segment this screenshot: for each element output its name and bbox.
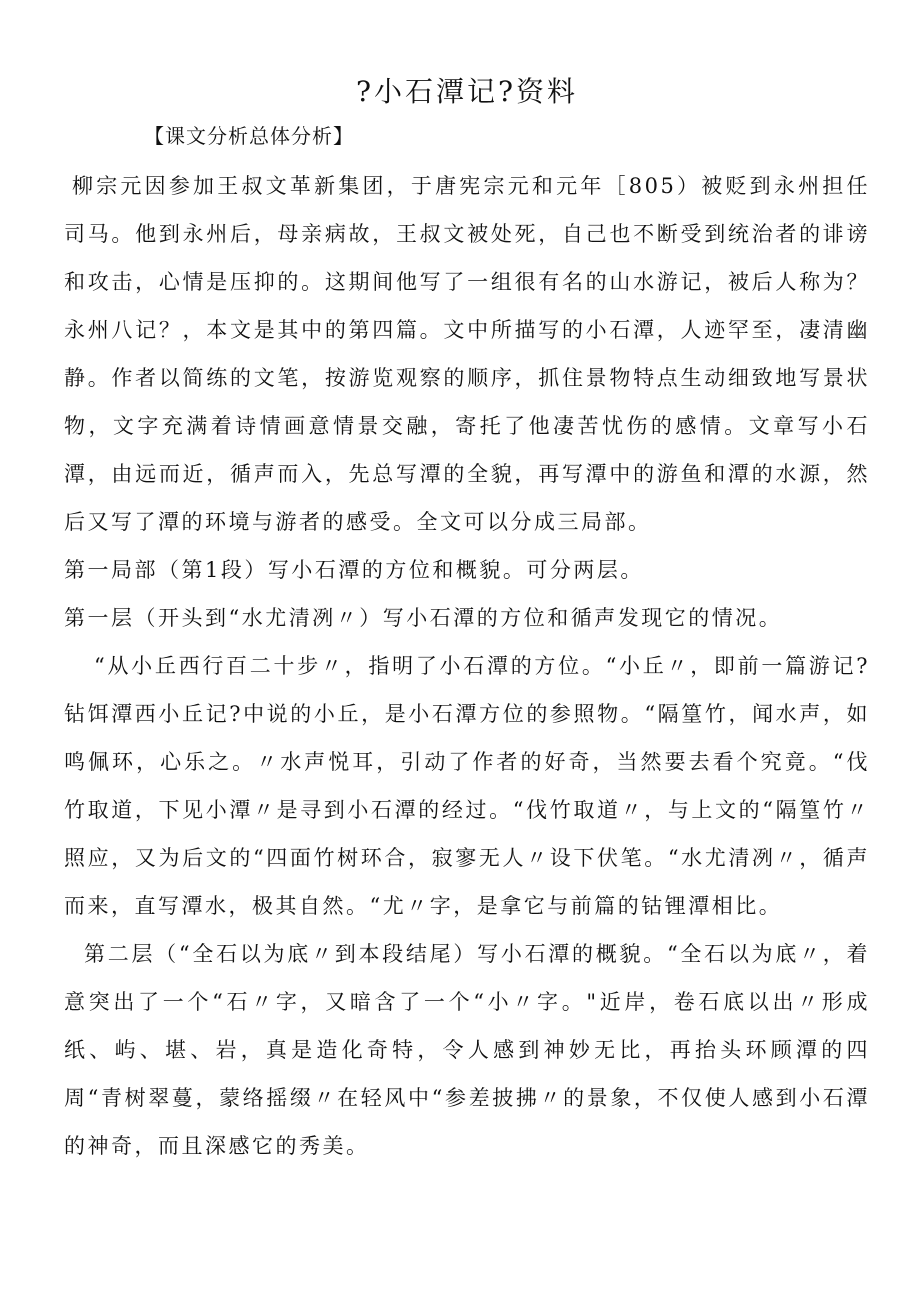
paragraph-layer-two: 第二层（“全石以为底〃到本段结尾）写小石潭的概貌。“全石以为底〃，着意突出了一个“石〃字，又暗含了一个“小〃字。"近岸，卷石底以出〃形成纸、屿、堪、岩，真是造化奇特，令人感到神妙无比，再抬头环顾潭的四周“青树翠蔓，蒙络摇缀〃在轻风中“参差披拂〃的景象，不仅使人感到小石潭的神奇，而且深感它的秀美。 <box>64 942 870 1158</box>
paragraph-layer-one: 第一层（开头到“水尤清冽〃）写小石潭的方位和循声发现它的情况。 <box>64 606 783 630</box>
document-title: ?小石潭记?资料 <box>355 75 579 108</box>
paragraph-part-one: 第一局部（第1段）写小石潭的方位和概貌。可分两层。 <box>64 558 644 582</box>
section-heading: 【课文分析总体分析】 <box>144 124 354 148</box>
paragraph-intro: 柳宗元因参加王叔文革新集团，于唐宪宗元和元年［805）被贬到永州担任司马。他到永州后，母亲病故，王叔文被处死，自己也不断受到统治者的诽谤和攻击，心情是压抑的。这期间他写了一组很有名的山水游记，被后人称为？永州八记？，本文是其中的第四篇。文中所描写的小石潭，人迹罕至，凄清幽静。作者以简练的文笔，按游览观察的顺序，抓住景物特点生动细致地写景状物，文字充满着诗情画意情景交融，寄托了他凄苦忧伤的感情。文章写小石潭，由远而近，循声而入，先总写潭的全貌，再写潭中的游鱼和潭的水源，然后又写了潭的环境与游者的感受。全文可以分成三局部。 <box>64 174 870 534</box>
paragraph-layer-one-detail: “从小丘西行百二十步〃，指明了小石潭的方位。“小丘〃，即前一篇游记?钻饵潭西小丘记?中说的小丘，是小石潭方位的参照物。“隔篁竹，闻水声，如鸣佩环，心乐之。〃水声悦耳，引动了作者的好奇，当然要去看个究竟。“伐竹取道，下见小潭〃是寻到小石潭的经过。“伐竹取道〃，与上文的“隔篁竹〃照应，又为后文的“四面竹树环合，寂寥无人〃设下伏笔。“水尤清冽〃，循声而来，直写潭水，极其自然。“尤〃字，是拿它与前篇的钴锂潭相比。 <box>64 654 870 918</box>
